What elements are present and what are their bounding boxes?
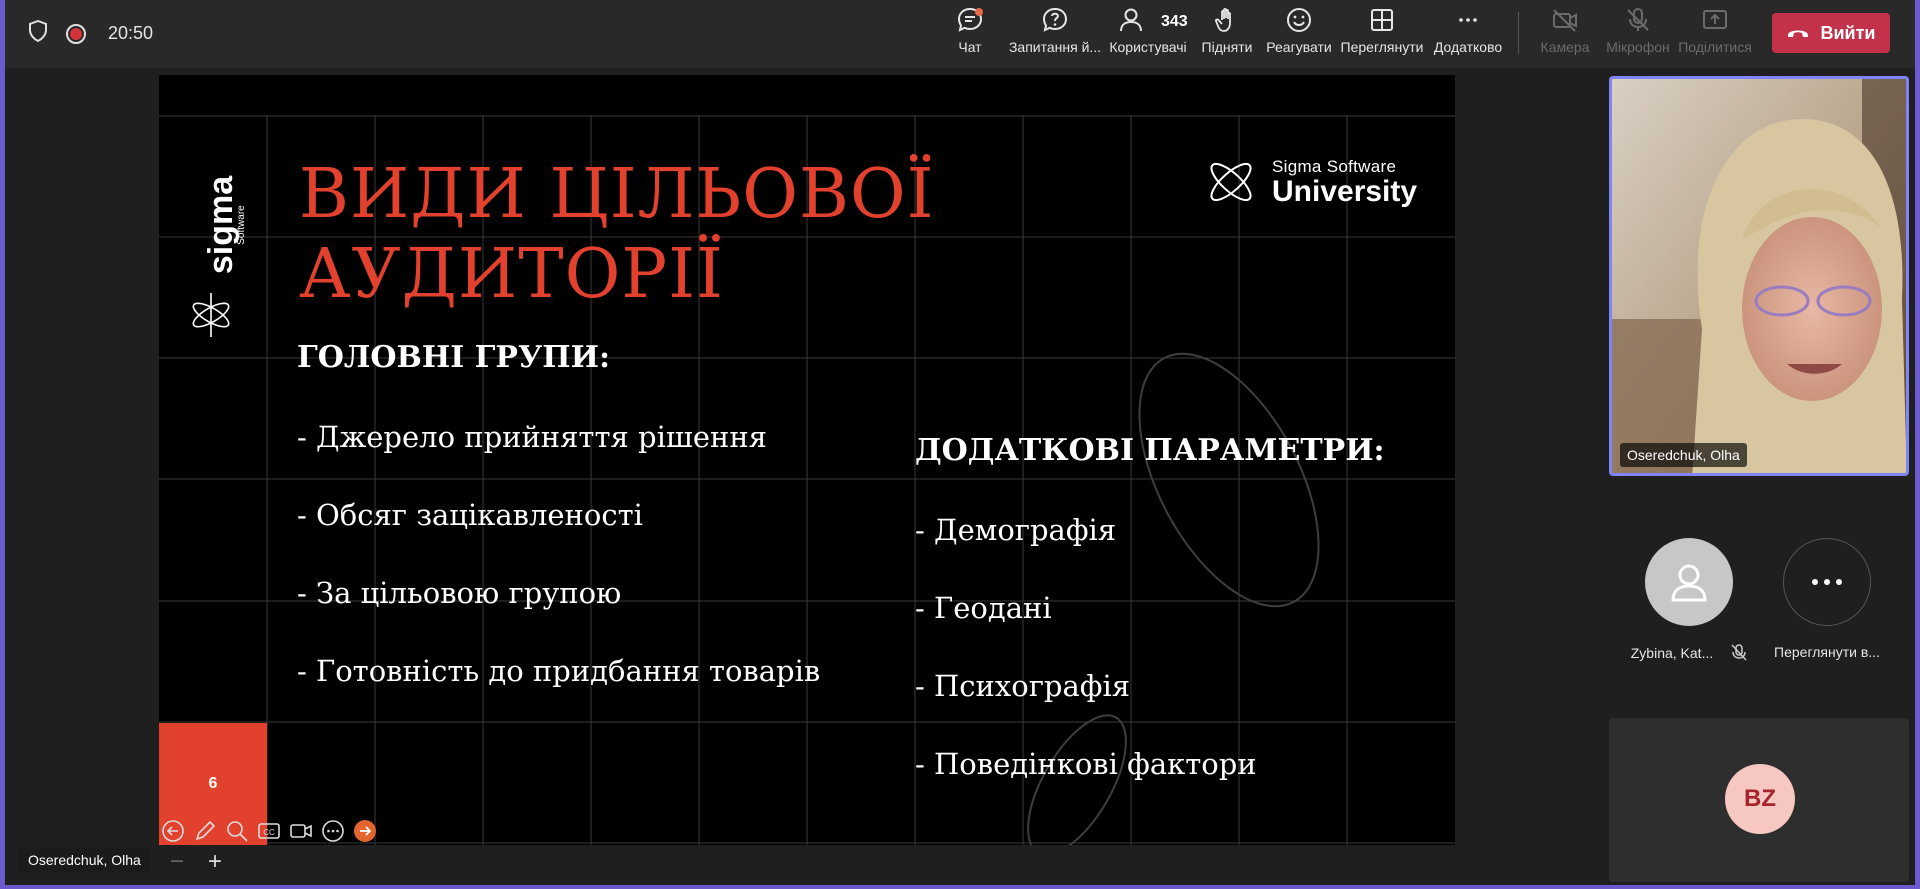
view-all-participants[interactable] [1762,538,1892,660]
next-slide-button[interactable] [352,818,378,844]
sigma-logo-vertical [184,145,244,345]
main-group-item: - Джерело прийняття рішення [297,420,767,454]
slide-title-line-2: АУДИТОРІЇ [299,235,724,314]
zoom-out-button[interactable]: − [170,848,185,875]
camera-off-icon [1551,6,1579,34]
share-button[interactable]: Поділитися [1670,6,1760,55]
svg-text:sigma: sigma [202,175,240,275]
slide-title [299,155,935,315]
slide-page-number: 6 [159,723,267,845]
muted-mic-icon [1731,644,1747,662]
more-actions-button[interactable]: Додатково [1423,6,1513,55]
brand-company-name: Sigma Software [1272,157,1397,176]
participant-video-feed [1612,79,1909,476]
chat-button[interactable]: Чат [925,6,1015,55]
extra-param-item: - Геодані [915,591,1052,625]
video-button[interactable] [288,818,314,844]
main-group-item: - За цільовою групою [297,576,622,610]
mic-button[interactable]: Мікрофон [1593,6,1683,55]
toolbar-divider [1518,12,1519,54]
participant-zybina[interactable] [1624,538,1754,662]
mic-off-icon [1624,6,1652,34]
main-groups-heading: ГОЛОВНІ ГРУПИ: [297,340,611,375]
meeting-toolbar [0,0,1920,68]
shield-icon [28,20,48,47]
zoom-button[interactable] [224,818,250,844]
video-icon [289,819,313,843]
people-icon [1117,6,1145,34]
question-icon [1041,6,1069,34]
pen-icon [193,819,217,843]
raise-hand-button[interactable]: Підняти [1182,6,1272,55]
people-count: 343 [1161,13,1188,30]
leave-button[interactable]: Вийти [1772,13,1890,53]
closed-captions-icon [257,819,281,843]
main-group-item: - Обсяг зацікавленості [297,498,643,532]
extra-param-item: - Психографія [915,669,1131,703]
more-icon [1454,6,1482,34]
share-screen-icon [1701,6,1729,34]
people-button[interactable]: 343 Користувачі [1103,6,1193,55]
slide-title-line-1: ВИДИ ЦІЛЬОВОЇ [299,155,935,234]
more-icon [1807,577,1847,587]
person-icon [1665,558,1713,606]
meeting-status [28,20,153,47]
meeting-timer: 20:50 [108,23,154,43]
participant-video-tile[interactable] [1609,76,1909,476]
sigma-logo-icon [1204,155,1258,209]
camera-button[interactable]: Камера [1520,6,1610,55]
participant-tile-bz[interactable] [1609,718,1909,882]
participant-name: Zybina, Kat... [1630,645,1714,661]
zoom-in-button[interactable]: + [208,848,223,875]
view-all-label: Переглянути в... [1774,644,1880,660]
unread-dot [975,8,983,16]
recording-icon [66,24,86,44]
presenter-name-tag: Oseredchuk, Olha [18,847,151,873]
view-button[interactable]: Переглянути [1337,6,1427,55]
extra-params-heading: ДОДАТКОВІ ПАРАМЕТРИ: [915,433,1385,468]
svg-text:Software: Software [236,205,244,245]
extra-param-item: - Поведінкові фактори [915,747,1257,781]
more-options-button[interactable] [320,818,346,844]
hang-up-icon [1786,26,1810,40]
qa-button[interactable]: Запитання й... [1009,6,1101,55]
pen-button[interactable] [192,818,218,844]
presenter-controls [160,818,378,844]
shared-slide [159,75,1455,845]
arrow-right-icon [353,819,377,843]
arrow-left-icon [161,819,185,843]
previous-slide-button[interactable] [160,818,186,844]
hand-icon [1213,6,1241,34]
brand-university-name: University [1272,175,1418,208]
extra-param-item: - Демографія [915,513,1117,547]
svg-text:CC: CC [263,828,275,837]
magnifier-icon [225,819,249,843]
main-group-item: - Готовність до придбання товарів [297,654,821,688]
video-participant-name: Oseredchuk, Olha [1620,443,1747,467]
react-button[interactable]: Реагувати [1254,6,1344,55]
more-participants-circle [1783,538,1871,626]
more-circle-icon [321,819,345,843]
zoom-controls [170,848,222,876]
grid-view-icon [1368,6,1396,34]
avatar [1645,538,1733,626]
initials-avatar: BZ [1725,764,1795,834]
captions-button[interactable] [256,818,282,844]
sigma-university-logo [1204,155,1417,209]
smiley-icon [1285,6,1313,34]
